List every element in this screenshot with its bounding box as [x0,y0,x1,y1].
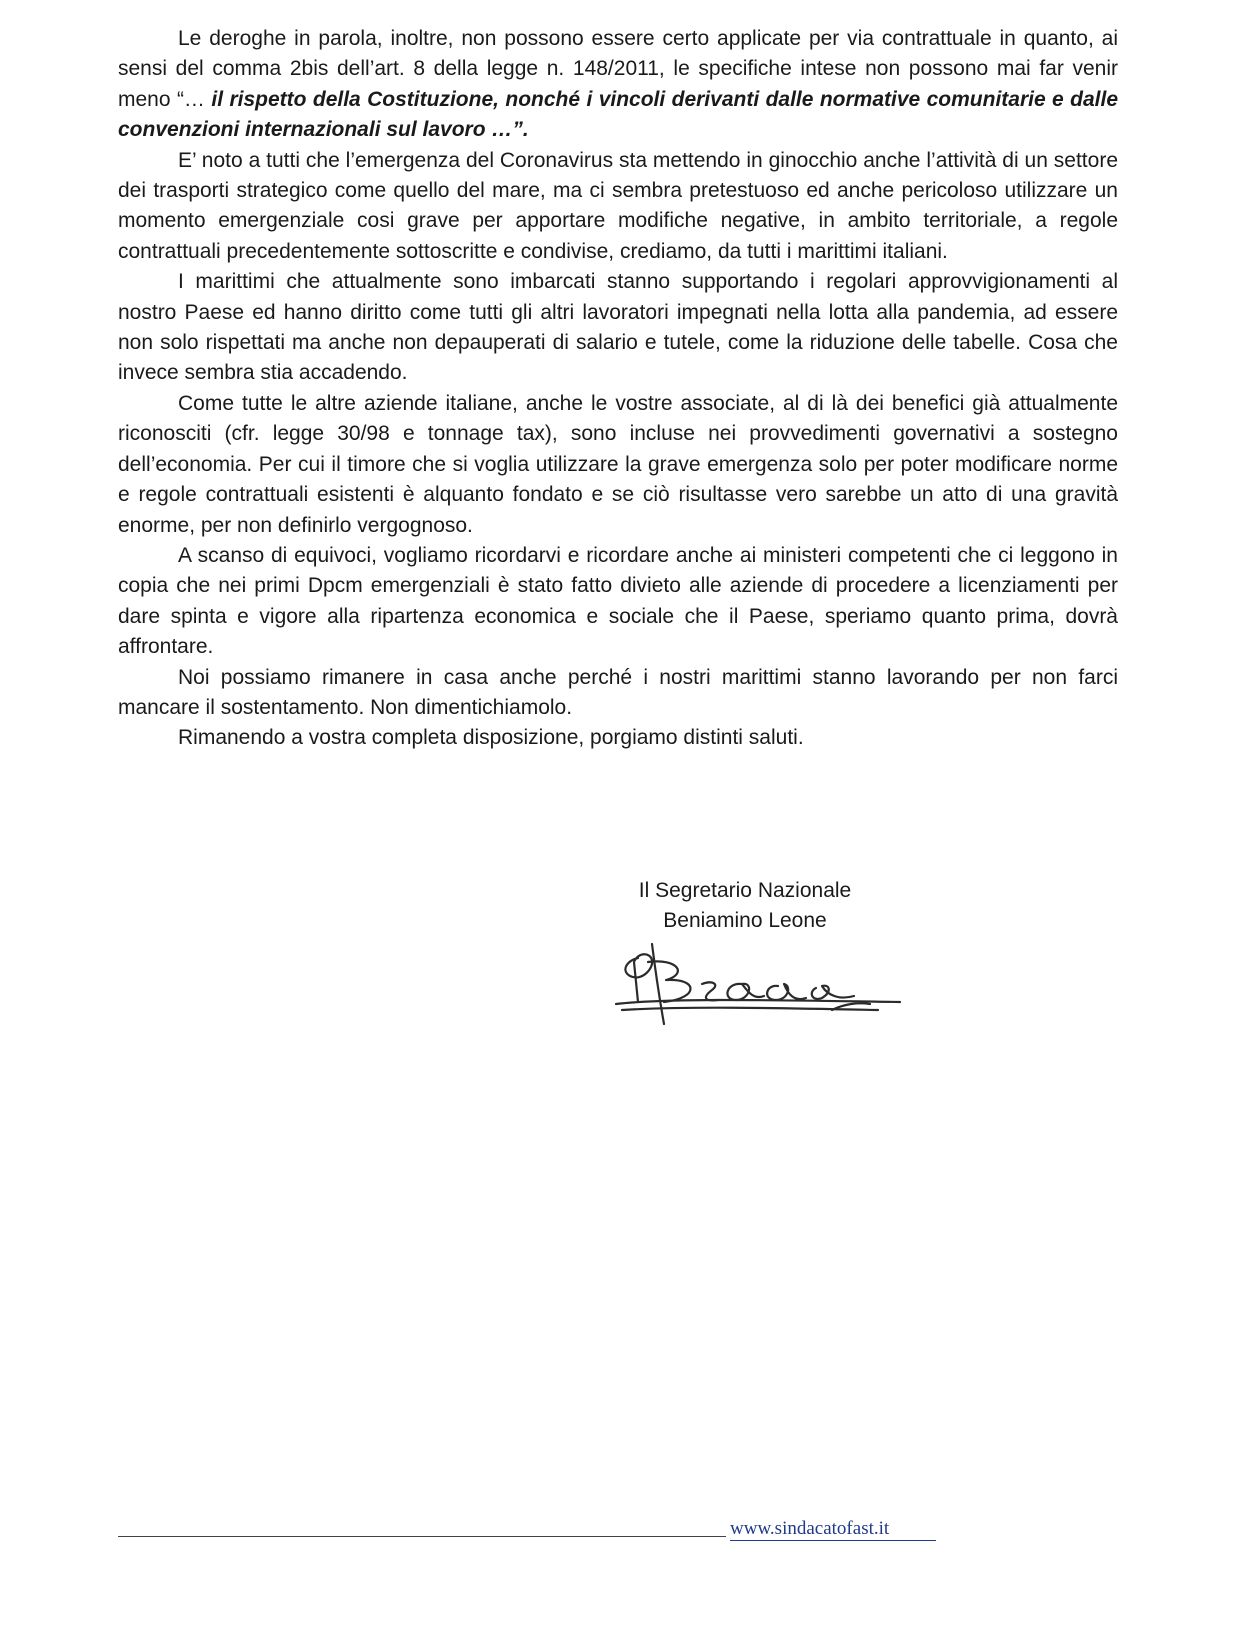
footer-website-link[interactable]: www.sindacatofast.it [730,1518,890,1539]
signatory-name: Beniamino Leone [663,909,827,933]
paragraph-equivoci: A scanso di equivoci, vogliamo ricordarvi e ricordare anche ai ministeri competenti che ci leggono in copia che nei primi Dpcm emergenziali è stato fatto divieto alle aziende di procedere a licenziamenti per dare spinta e vigore alla ripartenza economica e sociale che il Paese, speriamo quanto prima, dovrà affrontare. [118,543,1118,659]
paragraph-casa: Noi possiamo rimanere in casa anche perché i nostri marittimi stanno lavorando per non farci mancare il sostentamento. Non dimentichiamolo. [118,665,1118,719]
paragraph-marittimi: I marittimi che attualmente sono imbarcati stanno supportando i regolari approvvigionamenti al nostro Paese ed hanno diritto come tutti gli altri lavoratori impegnati nella lotta alla pandemia, ad essere non solo rispettati ma anche non depauperati di salario e tutele, come la riduzione delle tabelle. Cosa che invece sembra stia accadendo. [118,270,1118,385]
paragraph-coronavirus: E’ noto a tutti che l’emergenza del Coronavirus sta mettendo in ginocchio anche l’attività di un settore dei trasporti strategico come quello del mare, ma ci sembra pretestuoso ed anche pericoloso utilizzare un momento emergenziale cosi grave per apportare modifiche negative, in ambito territoriale, a regole contrattuali precedentemente sottoscritte e condivise, crediamo, da tutti i marittimi italiani. [118,148,1118,263]
letter-body [118,24,1118,754]
signatory-title: Il Segretario Nazionale [638,879,852,902]
paragraph-saluti: Rimanendo a vostra completa disposizione, porgiamo distinti saluti. [178,726,804,750]
paragraph-aziende: Come tutte le altre aziende italiane, anche le vostre associate, al di là dei benefici già attualmente riconosciti (cfr. legge 30/98 e tonnage tax), sono incluse nei provvedimenti governativi a sostegno dell’economia. Per cui il timore che si voglia utilizzare la grave emergenza solo per poter modificare norme e regole contrattuali esistenti è alquanto fondato e se ciò risultasse vero sarebbe un atto di una gravità enorme, per non definirlo vergognoso. [118,391,1118,537]
handwritten-signature [608,940,908,1030]
quoted-law-text: il rispetto della Costituzione, nonché i vincoli derivanti dalle normative comunitarie e dalle convenzioni internazionali sul lavoro …”. [118,87,1118,142]
signature-block [580,876,910,937]
paragraph-deroghe [118,24,1118,146]
footer-website-underline [730,1540,936,1541]
paragraph-deroghe-text: Le deroghe in parola, inoltre, non possono essere certo applicate per via contrattuale in quanto, ai sensi del comma 2bis dell’art. 8 della legge n. 148/2011, le specifiche intese non possono mai far venir meno “… [118,27,1118,111]
footer-rule [118,1536,726,1537]
